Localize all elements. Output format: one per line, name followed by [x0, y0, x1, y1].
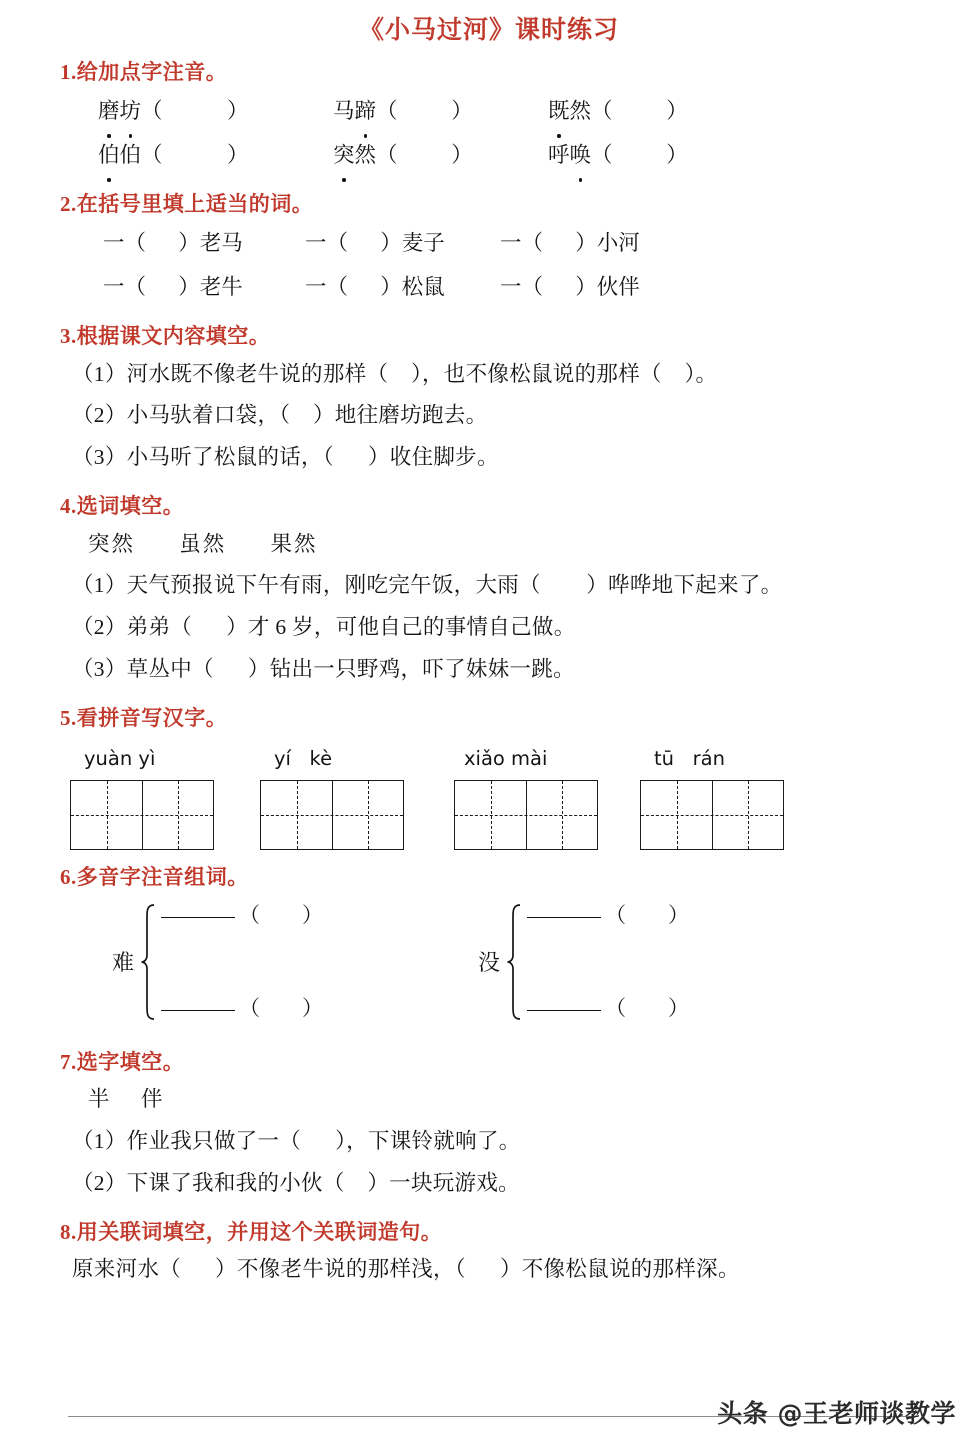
tianzige-cell[interactable]: [712, 781, 783, 849]
exercise2-item[interactable]: 一（ ）麦子: [305, 231, 445, 256]
exercise3-item-1[interactable]: （1）河水既不像老牛说的那样（ ），也不像松鼠说的那样（ ）。: [72, 361, 718, 386]
paren-blank[interactable]: （ ）: [239, 995, 324, 1020]
paren-blank[interactable]: （ ）: [141, 142, 249, 167]
brace-icon: [140, 903, 157, 1021]
polyphonic-entry[interactable]: [527, 902, 690, 927]
polyphonic-char: 没: [478, 950, 501, 976]
exercise4-item-2[interactable]: （2）弟弟（ ）才 6 岁，可他自己的事情自己做。: [72, 615, 576, 640]
tianzige-wrap: [450, 780, 640, 850]
tianzige-cell[interactable]: [641, 781, 712, 849]
dotted-char: 伯: [98, 133, 120, 177]
paren-blank[interactable]: （ ）: [239, 902, 324, 927]
tianzige-box[interactable]: [640, 780, 784, 850]
page-footer: [0, 1388, 978, 1436]
exercise1-row-1: [98, 89, 978, 133]
polyphonic-entry[interactable]: [161, 995, 324, 1020]
paren-blank[interactable]: （ ）: [376, 98, 473, 123]
tianzige-wrap: [260, 780, 450, 850]
section-heading-1: 1.给加点字注音。: [60, 59, 228, 84]
exercise2-item[interactable]: 一（ ）松鼠: [305, 275, 445, 300]
exercise8-item-1[interactable]: 原来河水（ ）不像老牛说的那样浅，（ ）不像松鼠说的那样深。: [72, 1256, 740, 1281]
exercise1-item: [98, 89, 333, 133]
tianzige-wrap: [70, 780, 260, 850]
exercise2-item[interactable]: 一（ ）老牛: [103, 275, 243, 300]
polyphonic-group-2: [478, 903, 689, 1021]
watermark-label: 头条 @王老师谈教学: [717, 1399, 956, 1428]
pinyin-label: xiǎo mài: [464, 747, 548, 771]
tianzige-cell[interactable]: [142, 781, 213, 849]
section-heading-6: 6.多音字注音组词。: [60, 865, 249, 890]
dotted-char: 突: [333, 133, 355, 177]
polyphonic-entry[interactable]: [527, 995, 690, 1020]
pinyin-label: yuàn yì: [84, 747, 156, 771]
exercise2-row-2: [103, 265, 978, 309]
section-heading-3: 3.根据课文内容填空。: [60, 324, 271, 349]
exercise6-area: [0, 903, 978, 1035]
paren-blank[interactable]: （ ）: [591, 142, 688, 167]
section-heading-5: 5.看拼音写汉字。: [60, 706, 228, 731]
exercise1-item: 突然（ ）: [333, 133, 548, 177]
exercise7-item-2[interactable]: （2）下课了我和我的小伙（ ）一块玩游戏。: [72, 1170, 520, 1195]
exercise5-pinyin-row: [84, 747, 978, 770]
answer-line[interactable]: [527, 1009, 601, 1011]
tianzige-cell[interactable]: [332, 781, 403, 849]
paren-blank[interactable]: （ ）: [605, 902, 690, 927]
exercise4-wordbank: 突然 虽然 果然: [88, 531, 318, 556]
dotted-char: 唤: [570, 133, 592, 177]
pinyin-label: tū rán: [654, 747, 725, 771]
dotted-char: 蹄: [355, 89, 377, 133]
polyphonic-entry[interactable]: [161, 902, 324, 927]
exercise2-item[interactable]: 一（ ）小河: [500, 231, 640, 256]
brace-rows: [161, 903, 323, 1021]
brace-icon: [506, 903, 523, 1021]
paren-blank[interactable]: （ ）: [605, 995, 690, 1020]
answer-line[interactable]: [527, 916, 601, 918]
tianzige-cell[interactable]: [261, 781, 332, 849]
tianzige-box[interactable]: [70, 780, 214, 850]
tianzige-cell[interactable]: [455, 781, 526, 849]
exercise1-item: 伯伯（ ）: [98, 133, 333, 177]
brace-rows: [527, 903, 689, 1021]
section-heading-2: 2.在括号里填上适当的词。: [60, 191, 314, 216]
polyphonic-group-1: [112, 903, 323, 1021]
exercise2-item[interactable]: 一（ ）伙伴: [500, 275, 640, 300]
exercise1-item: 呼唤（ ）: [548, 133, 763, 177]
exercise7-wordbank: 半 伴: [88, 1086, 165, 1111]
exercise4-item-1[interactable]: （1）天气预报说下午有雨，刚吃完午饭，大雨（ ）哗哗地下起来了。: [72, 573, 783, 598]
section-heading-7: 7.选字填空。: [60, 1049, 185, 1074]
exercise1-item: 马蹄（ ）: [333, 89, 548, 133]
tianzige-box[interactable]: [260, 780, 404, 850]
answer-line[interactable]: [161, 916, 235, 918]
exercise1-item: 既然（ ）: [548, 89, 763, 133]
tianzige-cell[interactable]: [71, 781, 142, 849]
dotted-char: 磨: [98, 89, 120, 133]
section-heading-8: 8.用关联词填空，并用这个关联词造句。: [60, 1219, 443, 1244]
exercise3-item-2[interactable]: （2）小马驮着口袋，（ ）地往磨坊跑去。: [72, 403, 488, 428]
tianzige-wrap: [640, 780, 830, 850]
dotted-char: 坊: [120, 89, 142, 133]
page-title: 《小马过河》课时练习: [358, 17, 619, 44]
exercise7-item-1[interactable]: （1）作业我只做了一（ ），下课铃就响了。: [72, 1128, 521, 1153]
polyphonic-char: 难: [112, 950, 135, 976]
exercise2-row-1: [103, 221, 978, 265]
tianzige-box[interactable]: [454, 780, 598, 850]
exercise1-row-2: [98, 133, 978, 177]
pinyin-label: yí kè: [274, 747, 333, 771]
exercise2-item[interactable]: 一（ ）老马: [103, 231, 243, 256]
dotted-char: 既: [548, 89, 570, 133]
answer-line[interactable]: [161, 1009, 235, 1011]
section-heading-4: 4.选词填空。: [60, 494, 185, 519]
tianzige-cell[interactable]: [526, 781, 597, 849]
exercise3-item-3[interactable]: （3）小马听了松鼠的话，（ ）收住脚步。: [72, 445, 499, 470]
paren-blank[interactable]: （ ）: [376, 142, 473, 167]
paren-blank[interactable]: （ ）: [591, 98, 688, 123]
exercise5-grid-row: [70, 780, 978, 850]
exercise4-item-3[interactable]: （3）草丛中（ ）钻出一只野鸡，吓了妹妹一跳。: [72, 657, 575, 682]
paren-blank[interactable]: （ ）: [141, 98, 249, 123]
